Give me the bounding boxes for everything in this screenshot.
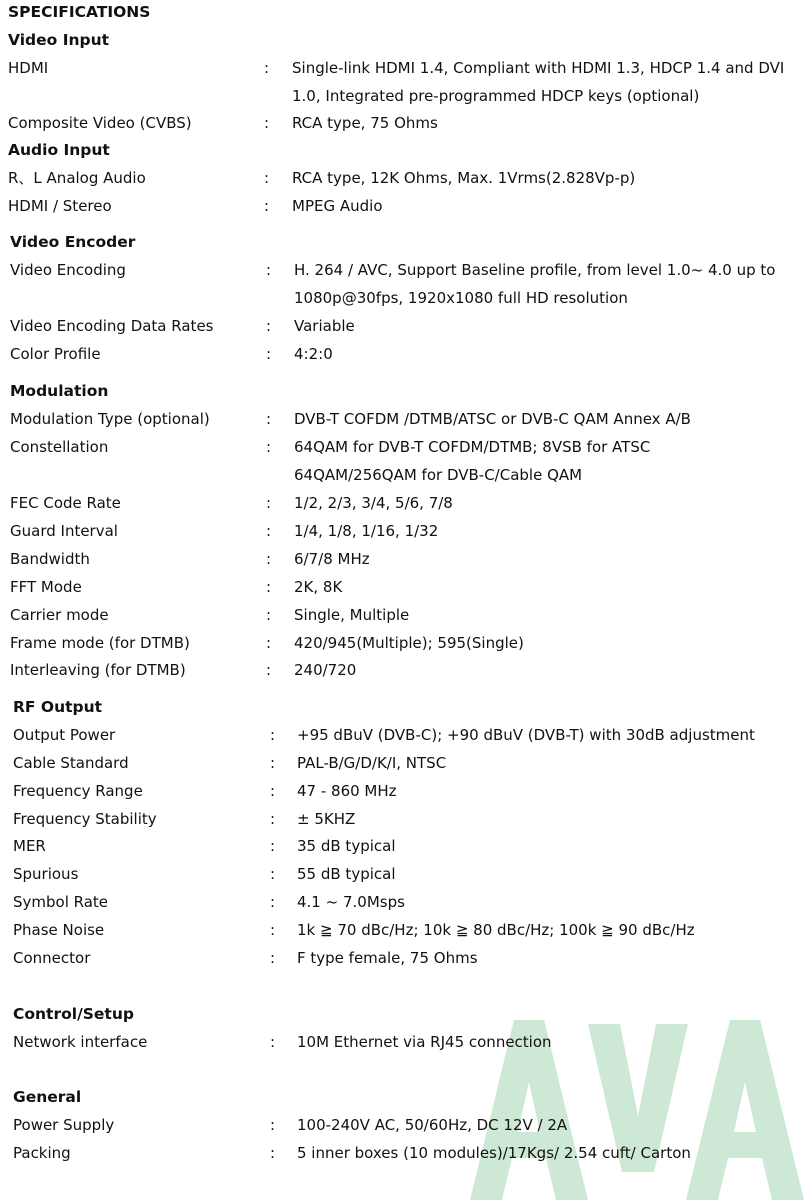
spec-separator: : — [266, 438, 272, 456]
spec-value: 420/945(Multiple); 595(Single) — [294, 634, 524, 652]
spec-value: 64QAM for DVB-T COFDM/DTMB; 8VSB for ATSC — [294, 438, 651, 456]
spec-label: Interleaving (for DTMB) — [10, 661, 186, 679]
spec-label: Symbol Rate — [13, 893, 109, 911]
spec-separator: : — [264, 169, 270, 187]
section-heading: Video Encoder — [10, 233, 136, 251]
spec-separator: : — [270, 893, 276, 911]
spec-separator: : — [266, 261, 272, 279]
spec-separator: : — [266, 522, 272, 540]
spec-label: Frequency Range — [13, 782, 143, 800]
section-heading: General — [13, 1088, 82, 1106]
spec-label: Video Encoding Data Rates — [10, 317, 214, 335]
spec-label: Modulation Type (optional) — [10, 410, 210, 428]
spec-label: Packing — [13, 1144, 71, 1162]
spec-label: Phase Noise — [13, 921, 105, 939]
spec-value: DVB-T COFDM /DTMB/ATSC or DVB-C QAM Annex A/B — [294, 410, 691, 428]
spec-label: HDMI / Stereo — [8, 197, 112, 215]
spec-label: Power Supply — [13, 1116, 115, 1134]
spec-label: Bandwidth — [10, 550, 90, 568]
spec-separator: : — [270, 1144, 276, 1162]
spec-value: +95 dBuV (DVB-C); +90 dBuV (DVB-T) with 30dB adjustment — [297, 726, 755, 744]
spec-value: ± 5KHZ — [297, 810, 356, 828]
spec-label: Frame mode (for DTMB) — [10, 634, 190, 652]
spec-label: HDMI — [8, 59, 49, 77]
spec-separator: : — [270, 921, 276, 939]
spec-label: Output Power — [13, 726, 116, 744]
spec-value: MPEG Audio — [292, 197, 383, 215]
spec-value: 100-240V AC, 50/60Hz, DC 12V / 2A — [297, 1116, 568, 1134]
spec-value: PAL-B/G/D/K/I, NTSC — [297, 754, 447, 772]
spec-label: FEC Code Rate — [10, 494, 121, 512]
spec-separator: : — [266, 550, 272, 568]
spec-value: 55 dB typical — [297, 865, 396, 883]
spec-label: Cable Standard — [13, 754, 129, 772]
spec-value: 4.1 ~ 7.0Msps — [297, 893, 405, 911]
spec-label: Color Profile — [10, 345, 101, 363]
spec-separator: : — [264, 114, 270, 132]
spec-separator: : — [266, 410, 272, 428]
spec-value: 1k ≧ 70 dBc/Hz; 10k ≧ 80 dBc/Hz; 100k ≧ 90 dBc/Hz — [297, 921, 695, 939]
section-heading: Modulation — [10, 382, 109, 400]
spec-separator: : — [270, 1116, 276, 1134]
spec-separator: : — [270, 782, 276, 800]
spec-value: Single, Multiple — [294, 606, 410, 624]
spec-value: 1080p@30fps, 1920x1080 full HD resolution — [294, 289, 628, 307]
spec-label: Connector — [13, 949, 91, 967]
section-heading: Control/Setup — [13, 1005, 134, 1023]
spec-separator: : — [266, 661, 272, 679]
spec-separator: : — [266, 494, 272, 512]
spec-separator: : — [270, 837, 276, 855]
section-heading: RF Output — [13, 698, 103, 716]
spec-label: R、L Analog Audio — [8, 169, 146, 187]
spec-value: Single-link HDMI 1.4, Compliant with HDMI 1.3, HDCP 1.4 and DVI — [292, 59, 785, 77]
spec-value: RCA type, 75 Ohms — [292, 114, 438, 132]
spec-value: 35 dB typical — [297, 837, 396, 855]
spec-value: 1/4, 1/8, 1/16, 1/32 — [294, 522, 439, 540]
spec-separator: : — [266, 317, 272, 335]
spec-value: RCA type, 12K Ohms, Max. 1Vrms(2.828Vp-p) — [292, 169, 636, 187]
spec-label: Frequency Stability — [13, 810, 157, 828]
spec-separator: : — [266, 578, 272, 596]
spec-value: 5 inner boxes (10 modules)/17Kgs/ 2.54 cuft/ Carton — [297, 1144, 691, 1162]
spec-label: Carrier mode — [10, 606, 109, 624]
spec-value: 4:2:0 — [294, 345, 333, 363]
spec-label: FFT Mode — [10, 578, 82, 596]
spec-separator: : — [264, 197, 270, 215]
section-heading: Audio Input — [8, 141, 110, 159]
spec-separator: : — [266, 634, 272, 652]
page-title: SPECIFICATIONS — [8, 3, 151, 21]
spec-separator: : — [270, 754, 276, 772]
spec-label: MER — [13, 837, 46, 855]
spec-label: Network interface — [13, 1033, 148, 1051]
spec-separator: : — [270, 949, 276, 967]
spec-label: Constellation — [10, 438, 109, 456]
spec-value: 6/7/8 MHz — [294, 550, 370, 568]
spec-separator: : — [270, 810, 276, 828]
spec-separator: : — [266, 345, 272, 363]
spec-separator: : — [270, 865, 276, 883]
section-heading: Video Input — [8, 31, 110, 49]
spec-value: 2K, 8K — [294, 578, 343, 596]
spec-value: 240/720 — [294, 661, 357, 679]
spec-separator: : — [264, 59, 270, 77]
spec-label: Spurious — [13, 865, 79, 883]
spec-separator: : — [266, 606, 272, 624]
spec-value: 1/2, 2/3, 3/4, 5/6, 7/8 — [294, 494, 453, 512]
spec-value: 47 - 860 MHz — [297, 782, 397, 800]
spec-label: Guard Interval — [10, 522, 118, 540]
spec-value: Variable — [294, 317, 355, 335]
spec-value: 1.0, Integrated pre-programmed HDCP keys (optional) — [292, 87, 700, 105]
spec-value: H. 264 / AVC, Support Baseline profile, from level 1.0~ 4.0 up to — [294, 261, 776, 279]
spec-value: 64QAM/256QAM for DVB-C/Cable QAM — [294, 466, 583, 484]
spec-separator: : — [270, 1033, 276, 1051]
spec-label: Video Encoding — [10, 261, 126, 279]
spec-value: 10M Ethernet via RJ45 connection — [297, 1033, 552, 1051]
spec-label: Composite Video (CVBS) — [8, 114, 192, 132]
spec-separator: : — [270, 726, 276, 744]
spec-value: F type female, 75 Ohms — [297, 949, 478, 967]
